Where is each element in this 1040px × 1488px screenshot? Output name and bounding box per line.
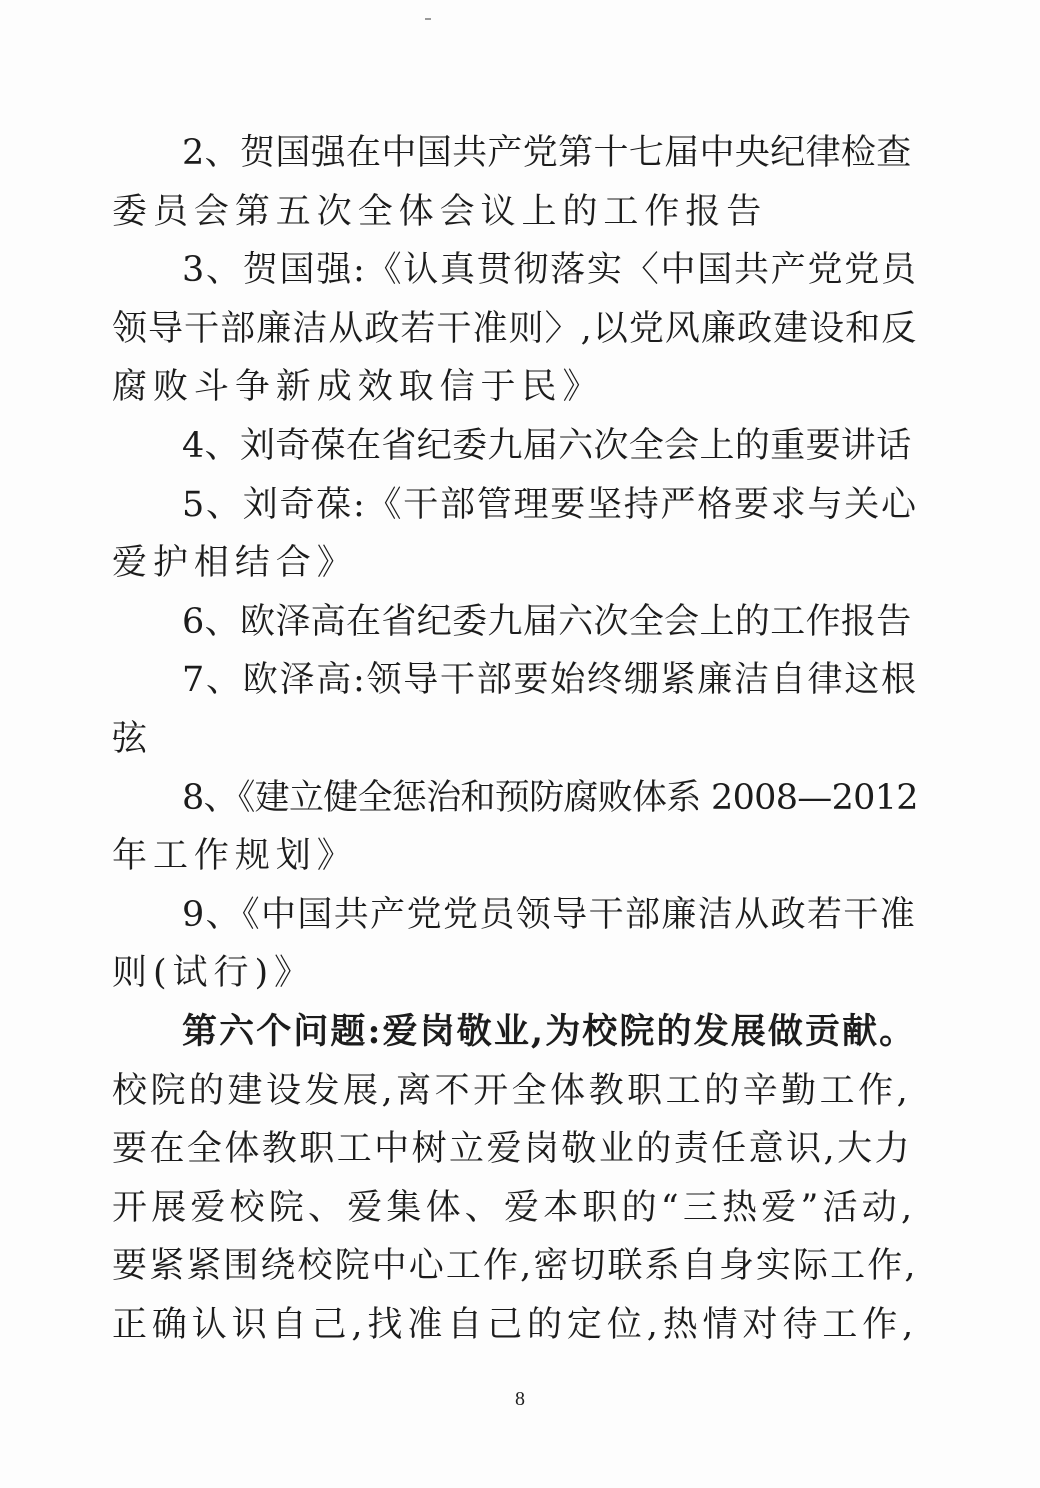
body-line: 5、刘奇葆:《干部管理要坚持严格要求与关心 xyxy=(182,484,918,525)
body-line: 7、欧泽高:领导干部要始终绷紧廉洁自律这根 xyxy=(182,660,918,701)
body-line: 年工作规划》 xyxy=(112,836,358,877)
body-line: 2、贺国强在中国共产党第十七届中央纪律检查 xyxy=(182,133,912,173)
body-line: 3、贺国强:《认真贯彻落实〈中国共产党党员 xyxy=(182,250,918,291)
body-line: 4、刘奇葆在省纪委九届六次全会上的重要讲话 xyxy=(182,425,912,466)
body-line: 要在全体教职工中树立爱岗敬业的责任意识,大力 xyxy=(112,1129,913,1170)
body-line: 弦 xyxy=(112,718,153,759)
body-line: 腐败斗争新成效取信于民》 xyxy=(112,367,604,408)
body-line: 要紧紧围绕校院中心工作,密切联系自身实际工作, xyxy=(112,1246,918,1287)
section-heading: 第六个问题:爱岗敬业,为校院的发展做贡献。 xyxy=(182,1010,917,1052)
body-line: 校院的建设发展,离不开全体教职工的辛勤工作, xyxy=(112,1070,912,1111)
body-line: 委员会第五次全体会议上的工作报告 xyxy=(112,191,768,232)
page-number: 8 xyxy=(515,1388,525,1410)
body-line: 爱护相结合》 xyxy=(112,543,358,584)
body-line: 8、《建立健全惩治和预防腐败体系 2008—2012 xyxy=(182,777,918,818)
body-line: 9、《中国共产党党员领导干部廉洁从政若干准 xyxy=(182,894,917,935)
document-body xyxy=(112,124,918,1354)
scan-mark xyxy=(425,18,431,20)
body-line: 正确认识自己,找准自己的定位,热情对待工作, xyxy=(112,1304,919,1345)
body-line: 则(试行)》 xyxy=(112,953,316,994)
body-line: 开展爱校院、爱集体、爱本职的“三热爱”活动, xyxy=(112,1187,917,1228)
body-line: 6、欧泽高在省纪委九届六次全会上的工作报告 xyxy=(182,601,912,642)
body-line: 领导干部廉洁从政若干准则〉,以党风廉政建设和反 xyxy=(112,308,918,349)
